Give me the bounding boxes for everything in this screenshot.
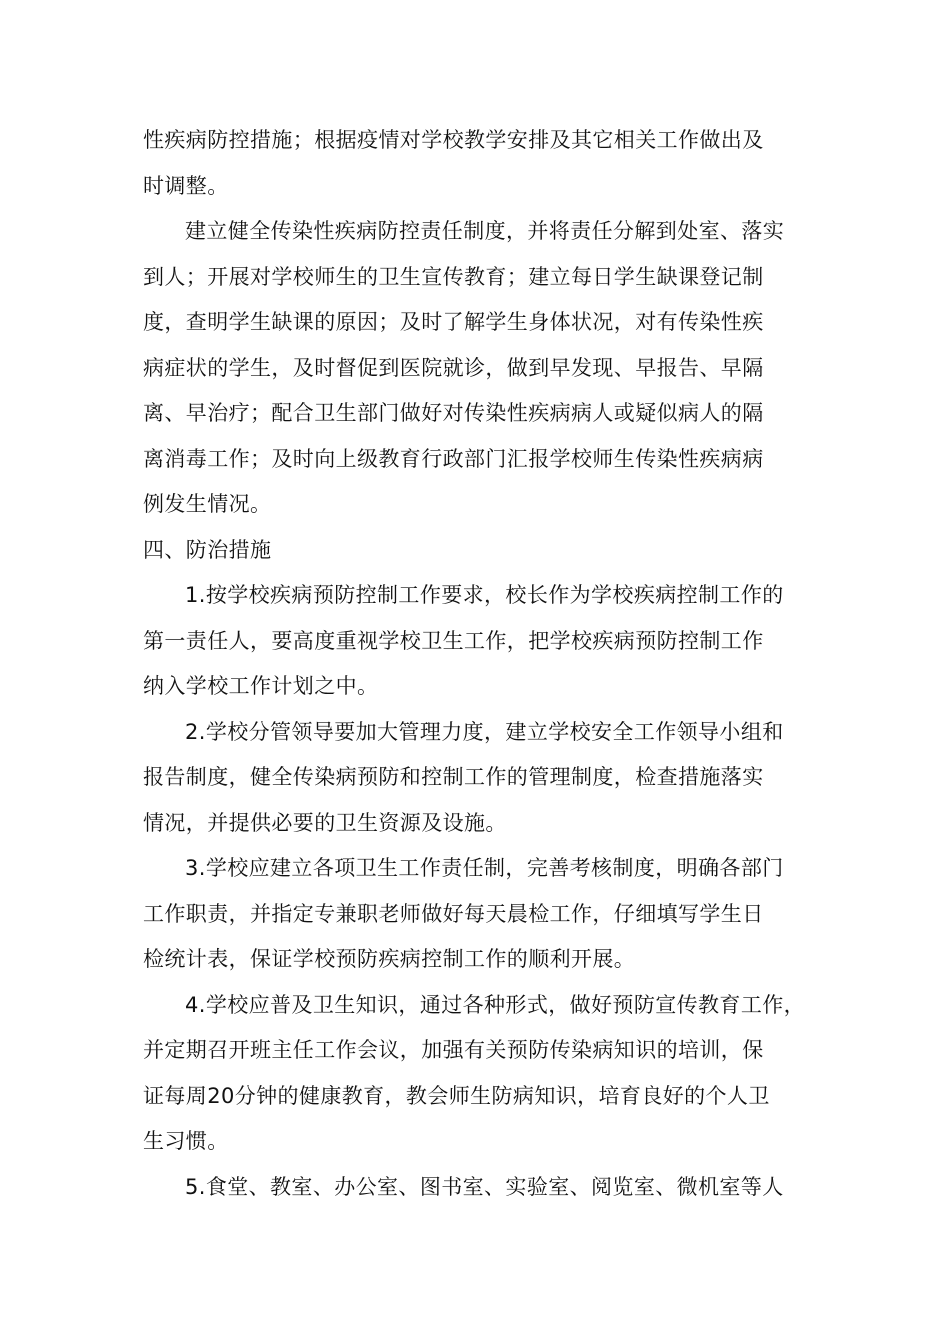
text-line: 性疾病防控措施；根据疫情对学校教学安排及其它相关工作做出及: [143, 128, 764, 152]
text-line: 离消毒工作；及时向上级教育行政部门汇报学校师生传染性疾病病: [143, 446, 764, 471]
list-item-2: [143, 710, 811, 847]
section-heading-prevention-measures: [143, 528, 811, 574]
text-line: 病症状的学生，及时督促到医院就诊，做到早发现、早报告、早隔: [143, 355, 764, 380]
text-line: 检统计表，保证学校预防疾病控制工作的顺利开展。: [143, 947, 636, 971]
text-line: 报告制度，健全传染病预防和控制工作的管理制度，检查措施落实: [143, 765, 764, 789]
section-heading-text: 四、防治措施: [143, 537, 272, 562]
text-line: 证每周20分钟的健康教育，教会师生防病知识，培育良好的个人卫: [143, 1083, 770, 1108]
paragraph-responsibility-system: [143, 209, 811, 528]
text-line: 到人；开展对学校师生的卫生宣传教育；建立每日学生缺课登记制: [143, 264, 764, 289]
text-line: 时调整。: [143, 173, 229, 198]
text-line: 4.学校应普及卫生知识，通过各种形式，做好预防宣传教育工作，: [185, 992, 806, 1017]
text-line: 第一责任人，要高度重视学校卫生工作，把学校疾病预防控制工作: [143, 628, 764, 653]
text-line: 并定期召开班主任工作会议，加强有关预防传染病知识的培训，保: [143, 1038, 764, 1062]
text-line: 情况，并提供必要的卫生资源及设施。: [143, 810, 507, 835]
text-line: 生习惯。: [143, 1129, 229, 1153]
document-body: [143, 118, 811, 1210]
text-line: 工作职责，并指定专兼职老师做好每天晨检工作，仔细填写学生日: [143, 901, 764, 926]
paragraph-continued-measures: [143, 118, 811, 209]
text-line: 度，查明学生缺课的原因；及时了解学生身体状况，对有传染性疾: [143, 310, 764, 334]
text-line: 2.学校分管领导要加大管理力度，建立学校安全工作领导小组和: [185, 719, 784, 744]
text-line: 1.按学校疾病预防控制工作要求，校长作为学校疾病控制工作的: [185, 583, 784, 607]
text-line: 纳入学校工作计划之中。: [143, 674, 379, 698]
text-line: 5.食堂、教室、办公室、图书室、实验室、阅览室、微机室等人: [185, 1174, 784, 1199]
list-item-3: [143, 846, 811, 983]
text-line: 建立健全传染性疾病防控责任制度，并将责任分解到处室、落实: [185, 219, 785, 243]
list-item-5: [143, 1165, 811, 1211]
text-line: 3.学校应建立各项卫生工作责任制，完善考核制度，明确各部门: [185, 856, 784, 880]
text-line: 例发生情况。: [143, 492, 272, 516]
list-item-4: [143, 983, 811, 1165]
text-line: 离、早治疗；配合卫生部门做好对传染性疾病病人或疑似病人的隔: [143, 401, 764, 425]
list-item-1: [143, 573, 811, 710]
